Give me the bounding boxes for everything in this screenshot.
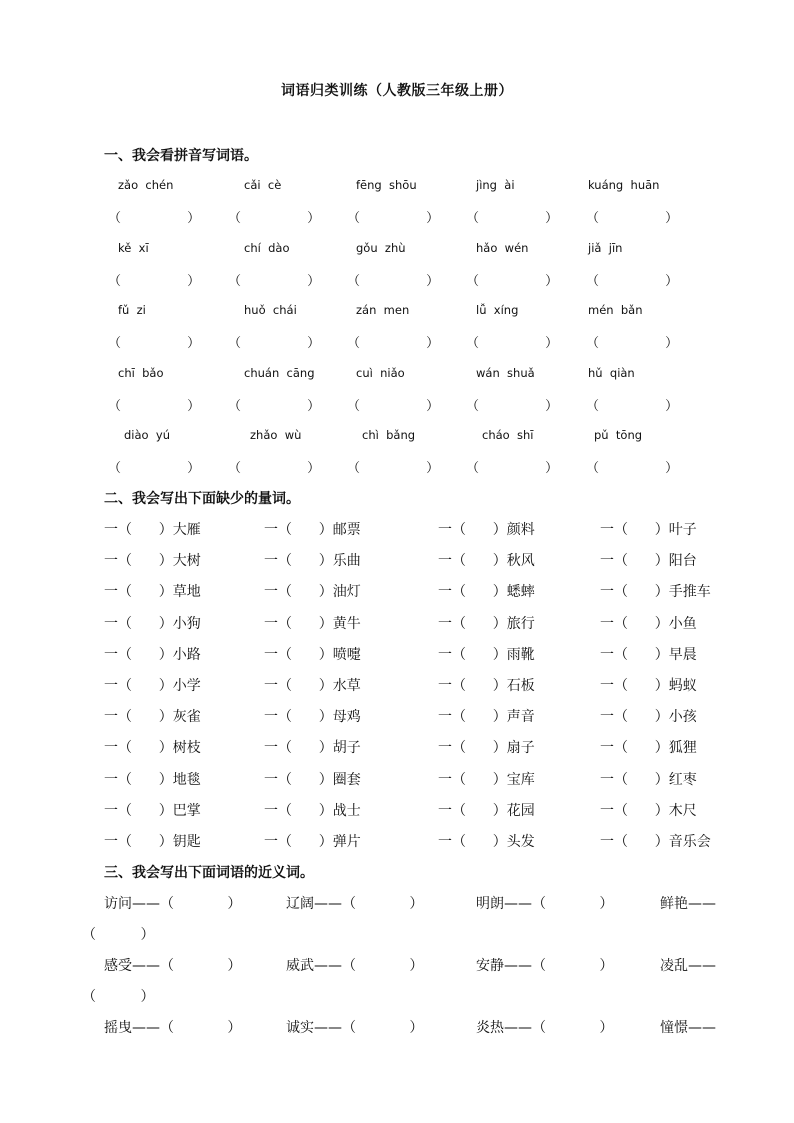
pinyin-label: kuáng huān bbox=[588, 178, 660, 192]
measure-word-item: 一（ ）黄牛 bbox=[264, 615, 361, 632]
synonym-item: 凌乱—— bbox=[660, 958, 716, 974]
pinyin-label: cuì niǎo bbox=[356, 365, 405, 380]
pinyin-label: fǔ zi bbox=[118, 303, 146, 317]
measure-word-item: 一（ ）小狗 bbox=[104, 615, 201, 632]
measure-word-item: 一（ ）狐狸 bbox=[600, 740, 697, 757]
synonym-item: 安静——（ ） bbox=[476, 958, 614, 974]
pinyin-label: diào yú bbox=[124, 428, 170, 442]
pinyin-label: hǎo wén bbox=[476, 240, 529, 255]
pinyin-label: pǔ tōng bbox=[594, 428, 643, 442]
measure-word-item: 一（ ）巴掌 bbox=[104, 802, 201, 819]
synonym-item: 诚实——（ ） bbox=[286, 1020, 424, 1036]
pinyin-label: chì bǎng bbox=[362, 428, 416, 442]
page-title: 词语归类训练（人教版三年级上册） bbox=[281, 83, 513, 99]
answer-blank[interactable]: （ ） bbox=[586, 336, 679, 351]
answer-blank[interactable]: （ ） bbox=[466, 273, 559, 289]
pinyin-label: cǎi cè bbox=[244, 178, 282, 192]
answer-blank[interactable]: （ ） bbox=[347, 398, 440, 414]
measure-word-item: 一（ ）草地 bbox=[104, 584, 201, 601]
measure-word-item: 一（ ）地毯 bbox=[104, 771, 201, 788]
answer-blank[interactable]: （ ） bbox=[108, 461, 201, 476]
measure-word-item: 一（ ）石板 bbox=[438, 678, 535, 694]
answer-blank[interactable]: （ ） bbox=[347, 273, 440, 289]
pinyin-label: zǎo chén bbox=[118, 178, 174, 192]
pinyin-label: hǔ qiàn bbox=[588, 365, 635, 380]
measure-word-item: 一（ ）灰雀 bbox=[104, 709, 201, 726]
pinyin-label: zán men bbox=[356, 303, 410, 317]
answer-blank[interactable]: （ ） bbox=[228, 398, 321, 414]
pinyin-label: jìng ài bbox=[476, 178, 515, 192]
synonym-item: 辽阔——（ ） bbox=[286, 896, 424, 912]
measure-word-item: 一（ ）胡子 bbox=[264, 740, 361, 757]
answer-blank[interactable]: （ ） bbox=[108, 273, 201, 289]
measure-word-item: 一（ ）小孩 bbox=[600, 709, 697, 726]
answer-blank[interactable]: （ ） bbox=[108, 211, 201, 226]
measure-word-item: 一（ ）阳台 bbox=[600, 553, 697, 570]
measure-word-item: 一（ ）声音 bbox=[438, 709, 535, 726]
measure-word-item: 一（ ）手推车 bbox=[600, 584, 711, 601]
measure-word-item: 一（ ）树枝 bbox=[104, 740, 201, 757]
synonym-item: 明朗——（ ） bbox=[476, 896, 614, 912]
pinyin-label: kě xī bbox=[118, 240, 149, 255]
answer-blank[interactable]: （ ） bbox=[466, 461, 559, 476]
pinyin-label: mén bǎn bbox=[588, 303, 643, 317]
pinyin-label: wán shuǎ bbox=[476, 365, 535, 380]
answer-blank[interactable]: （ ） bbox=[347, 461, 440, 476]
answer-blank[interactable]: （ ） bbox=[228, 461, 321, 476]
measure-word-item: 一（ ）颜料 bbox=[438, 522, 535, 538]
measure-word-item: 一（ ）红枣 bbox=[600, 771, 697, 788]
measure-word-item: 一（ ）雨靴 bbox=[438, 646, 535, 663]
answer-blank[interactable]: （ ） bbox=[228, 211, 321, 226]
synonym-item: 感受——（ ） bbox=[104, 958, 242, 974]
pinyin-label: jiǎ jīn bbox=[588, 240, 623, 255]
pinyin-label: fēng shōu bbox=[356, 178, 417, 192]
answer-blank[interactable]: （ ） bbox=[108, 336, 201, 351]
measure-word-item: 一（ ）邮票 bbox=[264, 522, 361, 538]
answer-blank[interactable]: （ ） bbox=[347, 211, 440, 226]
synonym-item: 鲜艳—— bbox=[660, 896, 716, 912]
measure-word-item: 一（ ）宝库 bbox=[438, 771, 535, 788]
pinyin-label: chī bǎo bbox=[118, 365, 164, 380]
answer-blank[interactable]: （ ） bbox=[228, 273, 321, 289]
measure-word-item: 一（ ）旅行 bbox=[438, 615, 535, 632]
measure-word-item: 一（ ）弹片 bbox=[264, 834, 361, 850]
pinyin-label: gǒu zhù bbox=[356, 240, 406, 255]
measure-word-item: 一（ ）扇子 bbox=[438, 740, 535, 757]
measure-word-item: 一（ ）蟋蟀 bbox=[438, 584, 535, 601]
synonym-item: 炎热——（ ） bbox=[476, 1020, 614, 1036]
synonym-item: 访问——（ ） bbox=[104, 896, 242, 912]
answer-blank[interactable]: （ ） bbox=[586, 461, 679, 476]
pinyin-label: chuán cāng bbox=[244, 365, 315, 380]
pinyin-label: zhǎo wù bbox=[250, 428, 302, 442]
measure-word-item: 一（ ）母鸡 bbox=[264, 709, 361, 726]
answer-blank[interactable]: （ ） bbox=[108, 398, 201, 414]
synonym-item: 憧憬—— bbox=[660, 1020, 716, 1036]
section-3-heading: 三、我会写出下面词语的近义词。 bbox=[104, 865, 314, 881]
pinyin-label: chí dào bbox=[244, 240, 290, 255]
measure-word-item: 一（ ）圈套 bbox=[264, 771, 361, 788]
answer-blank[interactable]: （ ） bbox=[466, 336, 559, 351]
synonym-wrap-blank: （ ） bbox=[82, 927, 155, 943]
pinyin-label: huǒ chái bbox=[244, 303, 297, 317]
measure-word-item: 一（ ）钥匙 bbox=[104, 834, 201, 850]
measure-word-item: 一（ ）音乐会 bbox=[600, 834, 711, 850]
measure-word-item: 一（ ）喷嚏 bbox=[264, 646, 361, 663]
pinyin-label: cháo shī bbox=[482, 428, 534, 442]
measure-word-item: 一（ ）蚂蚁 bbox=[600, 678, 697, 694]
answer-blank[interactable]: （ ） bbox=[347, 336, 440, 351]
answer-blank[interactable]: （ ） bbox=[466, 398, 559, 414]
measure-word-item: 一（ ）大树 bbox=[104, 553, 201, 570]
synonym-wrap-blank: （ ） bbox=[82, 989, 155, 1005]
measure-word-item: 一（ ）早晨 bbox=[600, 646, 697, 663]
answer-blank[interactable]: （ ） bbox=[586, 211, 679, 226]
measure-word-item: 一（ ）花园 bbox=[438, 802, 535, 819]
measure-word-item: 一（ ）战士 bbox=[264, 802, 361, 819]
section-2-heading: 二、我会写出下面缺少的量词。 bbox=[104, 491, 300, 507]
measure-word-item: 一（ ）木尺 bbox=[600, 802, 697, 819]
synonym-item: 摇曳——（ ） bbox=[104, 1020, 242, 1036]
section-1-heading: 一、我会看拼音写词语。 bbox=[104, 148, 258, 164]
answer-blank[interactable]: （ ） bbox=[586, 398, 679, 414]
measure-word-item: 一（ ）小路 bbox=[104, 646, 201, 663]
answer-blank[interactable]: （ ） bbox=[228, 336, 321, 351]
measure-word-item: 一（ ）小学 bbox=[104, 678, 201, 694]
measure-word-item: 一（ ）头发 bbox=[438, 834, 535, 850]
measure-word-item: 一（ ）叶子 bbox=[600, 522, 697, 538]
measure-word-item: 一（ ）水草 bbox=[264, 678, 361, 694]
answer-blank[interactable]: （ ） bbox=[466, 211, 559, 226]
pinyin-label: lǚ xíng bbox=[476, 303, 519, 317]
synonym-item: 威武——（ ） bbox=[286, 958, 424, 974]
measure-word-item: 一（ ）乐曲 bbox=[264, 553, 361, 570]
measure-word-item: 一（ ）大雁 bbox=[104, 522, 201, 538]
answer-blank[interactable]: （ ） bbox=[586, 273, 679, 289]
measure-word-item: 一（ ）油灯 bbox=[264, 584, 361, 601]
measure-word-item: 一（ ）秋风 bbox=[438, 553, 535, 570]
measure-word-item: 一（ ）小鱼 bbox=[600, 615, 697, 632]
